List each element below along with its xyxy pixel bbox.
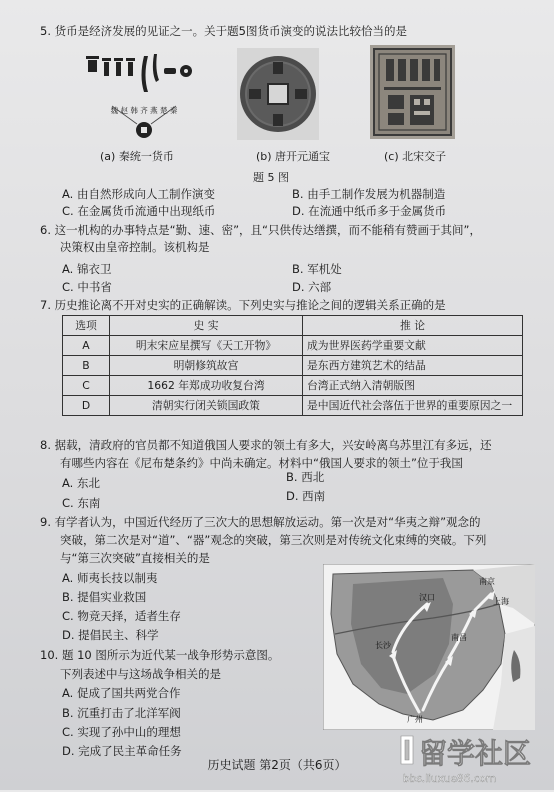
table-cell-fact: 清朝实行闭关锁国政策 xyxy=(110,396,303,416)
table-cell-option: C xyxy=(63,376,110,396)
q10-option-b: B. 沉重打击了北洋军阀 xyxy=(62,706,181,720)
q10-option-c: C. 实现了孙中山的理想 xyxy=(62,725,181,739)
figure-song-jiaozi xyxy=(370,45,455,139)
table-cell-option: D xyxy=(63,396,110,416)
q8-option-b: B. 西北 xyxy=(286,470,325,484)
q8-option-a: A. 东北 xyxy=(62,476,100,490)
q9-option-b: B. 提倡实业救国 xyxy=(62,590,147,604)
figure-c-caption: (c) 北宋交子 xyxy=(384,150,447,163)
q5-figure-title: 题 5 图 xyxy=(253,171,289,184)
q9-option-a: A. 师夷长技以制夷 xyxy=(62,571,158,585)
table-cell-inference: 是东西方建筑艺术的结晶 xyxy=(303,356,523,376)
table-row xyxy=(63,396,523,416)
q10-option-a: A. 促成了国共两党合作 xyxy=(62,686,181,700)
map-label-changsha: 长沙 xyxy=(375,641,391,650)
figure-tang-coin xyxy=(237,48,319,140)
table-cell-fact: 明末宋应星撰写《天工开物》 xyxy=(110,336,303,356)
q5-stem: 5. 货币是经济发展的见证之一。关于题5图货币演变的说法比较恰当的是 xyxy=(40,24,407,38)
q6-option-d: D. 六部 xyxy=(292,280,332,294)
table-header-inference: 推 论 xyxy=(303,316,523,336)
table-cell-inference: 是中国近代社会落伍于世界的重要原因之一 xyxy=(303,396,523,416)
q6-option-c: C. 中书省 xyxy=(62,280,112,294)
figure-qin-states-label: 魏 赵 韩 齐 燕 楚 秦 xyxy=(110,106,178,115)
table-cell-option: A xyxy=(63,336,110,356)
table-row xyxy=(63,336,523,356)
figure-qin-coins xyxy=(82,46,206,141)
map-label-nanchang: 南昌 xyxy=(451,633,467,642)
table-row xyxy=(63,356,523,376)
table-cell-inference: 成为世界医药学重要文献 xyxy=(303,336,523,356)
q6-option-a: A. 锦衣卫 xyxy=(62,262,112,276)
map-label-shanghai: 上海 xyxy=(493,597,509,606)
table-header-fact: 史 实 xyxy=(110,316,303,336)
table-header-row xyxy=(63,316,523,336)
q8-option-c: C. 东南 xyxy=(62,496,101,510)
table-row xyxy=(63,376,523,396)
table-cell-fact: 明朝修筑故宫 xyxy=(110,356,303,376)
q9-option-d: D. 提倡民主、科学 xyxy=(62,628,159,642)
q5-option-d: D. 在流通中纸币多于金属货币 xyxy=(292,204,447,218)
watermark-logo xyxy=(395,730,553,788)
q6-option-b: B. 军机处 xyxy=(292,262,342,276)
watermark-url: bbs.liuxue86.com xyxy=(403,773,497,785)
q10-war-map xyxy=(323,564,535,730)
q5-option-a: A. 由自然形成向人工制作演变 xyxy=(62,187,215,201)
q7-table xyxy=(62,315,523,416)
q9-stem-line1: 9. 有学者认为，中国近代经历了三次大的思想解放运动。第一次是对“华夷之辩”观念的 xyxy=(40,515,481,529)
table-cell-option: B xyxy=(63,356,110,376)
page-footer: 历史试题 第2页（共6页） xyxy=(207,758,347,772)
q8-stem-line2: 有哪些内容在《尼布楚条约》中尚未确定。材料中“俄国人要求的领土”位于我国 xyxy=(60,456,463,470)
q9-stem-line2: 突破，第二次是对“道”、“器”观念的突破，第三次则是对传统文化束缚的突破。下列 xyxy=(60,533,487,547)
q10-stem-line1: 10. 题 10 图所示为近代某一战争形势示意图。 xyxy=(40,648,280,662)
map-label-guangzhou: 广州 xyxy=(407,715,423,724)
q8-option-d: D. 西南 xyxy=(286,489,326,503)
map-label-hankou: 汉口 xyxy=(419,593,435,602)
q10-stem-line2: 下列表述中与这场战争相关的是 xyxy=(60,667,221,681)
table-header-option: 选项 xyxy=(63,316,110,336)
q8-stem-line1: 8. 据载，清政府的官员都不知道俄国人要求的领土有多大，兴安岭离乌苏里江有多远，还 xyxy=(40,438,492,452)
figure-b-caption: (b) 唐开元通宝 xyxy=(256,150,331,163)
table-cell-inference: 台湾正式纳入清朝版图 xyxy=(303,376,523,396)
q9-stem-line3: 与“第三次突破”直接相关的是 xyxy=(60,551,210,565)
watermark-title: 留学社区 xyxy=(419,737,532,770)
q9-option-c: C. 物竞天择，适者生存 xyxy=(62,609,181,623)
map-label-nanjing: 南京 xyxy=(479,577,495,586)
table-cell-fact: 1662 年郑成功收复台湾 xyxy=(110,376,303,396)
figure-a-caption: (a) 秦统一货币 xyxy=(100,150,174,163)
q5-option-b: B. 由手工制作发展为机器制造 xyxy=(292,187,446,201)
q6-stem-line2: 决策权由皇帝控制。该机构是 xyxy=(60,240,210,254)
q5-option-c: C. 在金属货币流通中出现纸币 xyxy=(62,204,216,218)
q6-stem-line1: 6. 这一机构的办事特点是“勤、速、密”，且“只供传达缮撰，而不能稍有赞画于其间”， xyxy=(40,223,481,237)
q7-stem: 7. 历史推论离不开对史实的正确解读。下列史实与推论之间的逻辑关系正确的是 xyxy=(40,298,446,312)
q10-option-d: D. 完成了民主革命任务 xyxy=(62,744,182,758)
